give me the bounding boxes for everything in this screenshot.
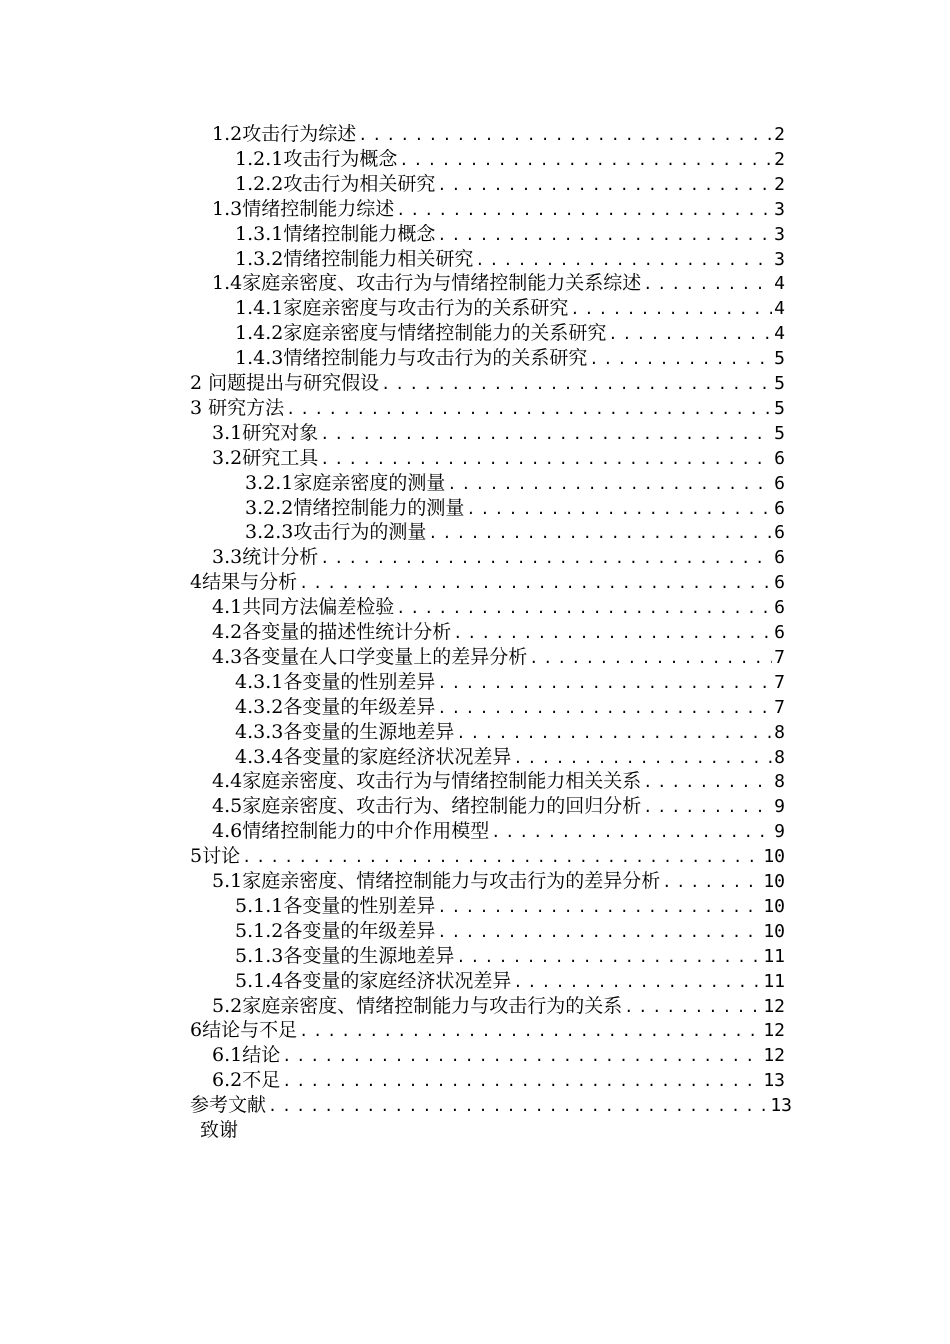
toc-entry <box>212 994 785 1019</box>
toc-entry <box>190 570 785 595</box>
toc-entry-title: 4.3.4各变量的家庭经济状况差异 <box>235 745 512 768</box>
toc-dot-leader <box>299 1019 761 1043</box>
toc-dot-leader <box>456 945 761 969</box>
toc-dot-leader <box>643 272 772 296</box>
toc-page-number: 6 <box>774 547 785 569</box>
toc-page-number: 8 <box>774 746 785 768</box>
toc-dot-leader <box>320 447 772 471</box>
toc-entry-title: 5.1.2各变量的年级差异 <box>235 919 436 942</box>
toc-dot-leader <box>589 347 772 371</box>
toc-entry-title: 1.2攻击行为综述 <box>212 123 357 145</box>
toc-entry-title: 4.6情绪控制能力的中介作用模型 <box>212 820 490 843</box>
toc-dot-leader <box>299 571 772 595</box>
toc-entry <box>190 371 785 396</box>
toc-entry-title: 4.3.3各变量的生源地差异 <box>235 720 455 743</box>
toc-entry-title: 3.2.2情绪控制能力的测量 <box>245 496 465 519</box>
toc-dot-leader <box>437 920 761 944</box>
toc-page-number: 13 <box>770 1095 792 1117</box>
toc-dot-leader <box>282 1069 761 1093</box>
toc-page-number: 5 <box>774 397 785 419</box>
toc-dot-leader <box>570 297 772 321</box>
toc-page-number: 3 <box>774 223 785 245</box>
toc-dot-leader <box>381 372 772 396</box>
toc-entry-title: 3.2.1家庭亲密度的测量 <box>245 471 446 494</box>
toc-page-number: 9 <box>774 796 785 818</box>
toc-dot-leader <box>513 746 772 770</box>
toc-page-number: 5 <box>774 422 785 444</box>
toc-entry-title: 4.3各变量在人口学变量上的差异分析 <box>212 645 528 668</box>
toc-entry-title: 3 研究方法 <box>190 396 285 419</box>
toc-entry-title: 3.2.3攻击行为的测量 <box>245 521 427 544</box>
toc-entry <box>235 969 785 994</box>
toc-entry-title: 6.2不足 <box>212 1069 281 1092</box>
toc-entry <box>190 844 785 869</box>
toc-page-number: 4 <box>774 298 785 320</box>
toc-entry <box>212 197 785 222</box>
toc-dot-leader <box>513 970 761 994</box>
toc-dot-leader <box>466 497 772 521</box>
toc-dot-leader <box>428 521 772 545</box>
toc-entry <box>212 869 785 894</box>
toc-entry <box>200 1118 400 1143</box>
toc-dot-leader <box>286 397 772 421</box>
toc-dot-leader <box>643 770 772 794</box>
toc-dot-leader <box>320 546 772 570</box>
toc-page-number: 6 <box>774 597 785 619</box>
toc-page-number: 3 <box>774 198 785 220</box>
toc-dot-leader <box>358 123 772 147</box>
toc-dot-leader <box>320 422 772 446</box>
toc-entry <box>212 595 785 620</box>
toc-page-number: 10 <box>763 920 785 942</box>
toc-entry-title: 4.4家庭亲密度、攻击行为与情绪控制能力相关关系 <box>212 770 642 793</box>
toc-dot-leader <box>437 895 761 919</box>
toc-entry <box>212 446 785 471</box>
toc-dot-leader <box>437 223 772 247</box>
toc-dot-leader <box>282 1044 761 1068</box>
toc-entry <box>235 894 785 919</box>
toc-entry-title: 3.3统计分析 <box>212 546 319 569</box>
toc-entry-title: 致谢 <box>200 1119 239 1141</box>
toc-dot-leader <box>437 696 772 720</box>
toc-entry <box>235 321 785 346</box>
toc-page-number: 13 <box>763 1070 785 1092</box>
toc-page-number: 6 <box>774 472 785 494</box>
toc-entry <box>235 222 785 247</box>
toc-page-number: 10 <box>763 871 785 892</box>
toc-entry-title: 1.2.1攻击行为概念 <box>235 147 398 170</box>
toc-entry <box>235 147 785 172</box>
toc-page-number: 7 <box>774 696 785 718</box>
toc-dot-leader <box>399 148 772 172</box>
toc-dot-leader <box>437 671 772 695</box>
toc-entry-title: 1.4.3情绪控制能力与攻击行为的关系研究 <box>235 347 588 370</box>
toc-entry-title: 4.3.1各变量的性别差异 <box>235 670 436 693</box>
toc-entry <box>235 296 785 321</box>
toc-page-number: 11 <box>763 945 785 967</box>
toc-entry-title: 2 问题提出与研究假设 <box>190 372 380 394</box>
toc-entry-title: 4.1共同方法偏差检验 <box>212 596 395 619</box>
toc-page-number: 6 <box>774 447 785 469</box>
toc-dot-leader <box>608 322 772 346</box>
toc-page-number: 12 <box>763 1020 785 1042</box>
toc-entry <box>235 745 785 770</box>
toc-entry <box>235 346 785 371</box>
toc-entry-title: 5.1.4各变量的家庭经济状况差异 <box>235 969 512 992</box>
toc-entry-title: 1.4家庭亲密度、攻击行为与情绪控制能力关系综述 <box>212 272 642 295</box>
toc-entry-title: 1.3情绪控制能力综述 <box>212 197 395 220</box>
toc-entry <box>235 944 785 969</box>
toc-page-number: 3 <box>774 248 785 270</box>
toc-entry-title: 5.2家庭亲密度、情绪控制能力与攻击行为的关系 <box>212 994 623 1017</box>
toc-entry <box>190 1018 785 1043</box>
toc-page-number: 5 <box>774 373 785 394</box>
toc-dot-leader <box>437 173 772 197</box>
toc-entry <box>212 122 785 147</box>
toc-page-number: 2 <box>774 173 785 195</box>
toc-entry <box>212 819 785 844</box>
toc-entry <box>212 421 785 446</box>
toc-page-number: 11 <box>763 970 785 992</box>
toc-page-number: 12 <box>763 995 785 1017</box>
toc-entry-title: 4结果与分析 <box>190 571 298 594</box>
toc-page-number: 6 <box>774 622 785 643</box>
toc-entry <box>212 271 785 296</box>
toc-dot-leader <box>456 721 772 745</box>
toc-page-number: 7 <box>774 646 785 668</box>
toc-page-number: 12 <box>763 1045 785 1067</box>
toc-dot-leader <box>447 472 772 496</box>
toc-entry-title: 1.4.2家庭亲密度与情绪控制能力的关系研究 <box>235 322 607 345</box>
toc-entry <box>190 1093 792 1118</box>
toc-entry <box>212 794 785 819</box>
toc-entry-title: 5.1.3各变量的生源地差异 <box>235 944 455 967</box>
toc-dot-leader <box>624 995 761 1019</box>
toc-page-number: 6 <box>774 522 785 544</box>
toc-dot-leader <box>643 795 772 819</box>
toc-entry-title: 6结论与不足 <box>190 1019 298 1042</box>
toc-page-number: 4 <box>774 323 785 345</box>
toc-page-number: 8 <box>774 721 785 743</box>
toc-page-number: 8 <box>774 771 785 793</box>
toc-entry <box>245 520 785 545</box>
toc-dot-leader <box>529 646 772 670</box>
toc-entry-title: 4.2各变量的描述性统计分析 <box>212 621 452 643</box>
toc-entry-title: 参考文献 <box>190 1094 267 1117</box>
toc-entry-title: 3.2研究工具 <box>212 446 319 469</box>
toc-entry <box>212 620 785 645</box>
toc-page-number: 5 <box>774 348 785 370</box>
toc-dot-leader <box>662 870 761 894</box>
toc-page-number: 4 <box>774 273 785 295</box>
toc-entry <box>235 919 785 944</box>
toc-entry-title: 5.1家庭亲密度、情绪控制能力与攻击行为的差异分析 <box>212 870 661 892</box>
toc-entry-title: 1.3.2情绪控制能力相关研究 <box>235 247 474 270</box>
toc-entry-title: 4.3.2各变量的年级差异 <box>235 695 436 718</box>
toc-entry <box>212 645 785 670</box>
toc-entry <box>212 769 785 794</box>
toc-page-number: 2 <box>774 148 785 170</box>
toc-dot-leader <box>491 820 772 844</box>
toc-dot-leader <box>268 1094 768 1118</box>
toc-entry-title: 1.2.2攻击行为相关研究 <box>235 172 436 195</box>
toc-entry-title: 6.1结论 <box>212 1044 281 1067</box>
toc-entry <box>212 545 785 570</box>
toc-dot-leader <box>475 248 772 272</box>
toc-entry <box>212 1043 785 1068</box>
toc-entry <box>235 172 785 197</box>
toc-entry <box>212 1068 785 1093</box>
toc-entry <box>235 670 785 695</box>
toc-dot-leader <box>396 596 772 620</box>
toc-entry <box>190 396 785 421</box>
toc-page-number: 10 <box>763 846 785 868</box>
toc-entry <box>235 720 785 745</box>
toc-entry <box>245 471 785 496</box>
toc-dot-leader <box>242 845 761 869</box>
toc-page-number: 2 <box>774 124 785 145</box>
toc-entry-title: 1.3.1情绪控制能力概念 <box>235 222 436 245</box>
toc-entry <box>235 695 785 720</box>
toc-dot-leader <box>396 198 772 222</box>
toc-entry <box>235 247 785 272</box>
toc-page-number: 7 <box>774 671 785 693</box>
toc-entry-title: 1.4.1家庭亲密度与攻击行为的关系研究 <box>235 297 569 320</box>
toc-entry-title: 5讨论 <box>190 845 241 868</box>
toc-entry <box>245 496 785 521</box>
toc-page-number: 10 <box>763 895 785 917</box>
toc-page-number: 9 <box>774 821 785 843</box>
toc-page-number: 6 <box>774 572 785 594</box>
toc-page-number: 6 <box>774 497 785 519</box>
toc-entry-title: 3.1研究对象 <box>212 421 319 444</box>
toc-entry-title: 5.1.1各变量的性别差异 <box>235 894 436 917</box>
toc-dot-leader <box>453 621 772 645</box>
toc-entry-title: 4.5家庭亲密度、攻击行为、绪控制能力的回归分析 <box>212 795 642 818</box>
